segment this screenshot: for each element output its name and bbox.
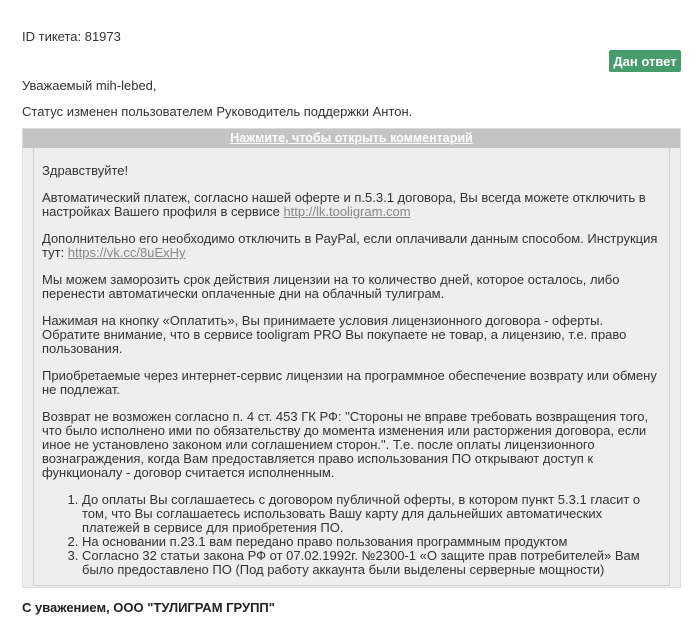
instruction-link[interactable]: https://vk.cc/8uExHy bbox=[67, 245, 186, 260]
greeting-text: Уважаемый mih-lebed, bbox=[22, 78, 157, 93]
comment-paragraph-4: Нажимая на кнопку «Оплатить», Вы принимаете условия лицензионного договора - оферты. Обратите внимание, что в сервисе tooligram PRO Вы покупаете не товар, а лицензию, т.е. право пользования. bbox=[42, 313, 627, 356]
ticket-id: ID тикета: 81973 bbox=[22, 29, 121, 44]
list-item: 2. На основании п.23.1 вам передано право пользования программным продуктом bbox=[82, 535, 659, 549]
comment-block bbox=[22, 128, 681, 588]
signature: С уважением, ООО "ТУЛИГРАМ ГРУПП" bbox=[22, 600, 275, 615]
comment-paragraph-1 bbox=[42, 191, 659, 219]
list-item: 1. До оплаты Вы соглашаетесь с договором публичной оферты, в котором пункт 5.3.1 гласит о том, что Вы соглашаетесь использовать Вашу карту для дальнейших автоматических платежей в сервисе для приобретения ПО. bbox=[82, 493, 659, 535]
status-change-text: Статус изменен пользователем Руководитель поддержки Антон. bbox=[22, 104, 413, 119]
profile-link[interactable]: http://lk.tooligram.com bbox=[283, 204, 411, 219]
comment-paragraph-2 bbox=[42, 232, 659, 260]
comment-hello: Здравствуйте! bbox=[42, 163, 129, 178]
status-badge: Дан ответ bbox=[609, 50, 681, 72]
comment-paragraph-2-text: Дополнительно его необходимо отключить в PayPal, если оплачивали данным способом. Инструкция тут: bbox=[42, 231, 658, 260]
comment-paragraph-1-text: Автоматический платеж, согласно нашей оферте и п.5.3.1 договора, Вы всегда можете отключить в настройках Вашего профиля в сервисе bbox=[42, 190, 646, 219]
comment-paragraph-3: Мы можем заморозить срок действия лицензии на то количество дней, которое осталось, либо перенести автоматически оплаченные дни на облачный тулиграм. bbox=[42, 272, 620, 301]
comment-list bbox=[42, 493, 659, 577]
comment-body bbox=[33, 148, 670, 586]
open-comment-link[interactable]: Нажмите, чтобы открыть комментарий bbox=[23, 129, 680, 148]
list-item: 3. Согласно 32 статьи закона РФ от 07.02.1992г. №2300-1 «О защите прав потребителей» Вам было предоставлено ПО (Под работу аккаунта были выделены серверные мощности) bbox=[82, 549, 659, 577]
comment-paragraph-5: Приобретаемые через интернет-сервис лицензии на программное обеспечение возврату или обмену не подлежат. bbox=[42, 368, 657, 397]
comment-paragraph-6: Возврат не возможен согласно п. 4 ст. 453 ГК РФ: "Стороны не вправе требовать возвращения того, что было исполнено ими по обязательству до момента изменения или расторжения договора, если иное не установлено законом или соглашением сторон.". Т.е. после оплаты лицензионного вознаграждения, когда Вам предоставляется право использования ПО открывают доступ к функционалу - договор считается исполненным. bbox=[42, 409, 649, 480]
